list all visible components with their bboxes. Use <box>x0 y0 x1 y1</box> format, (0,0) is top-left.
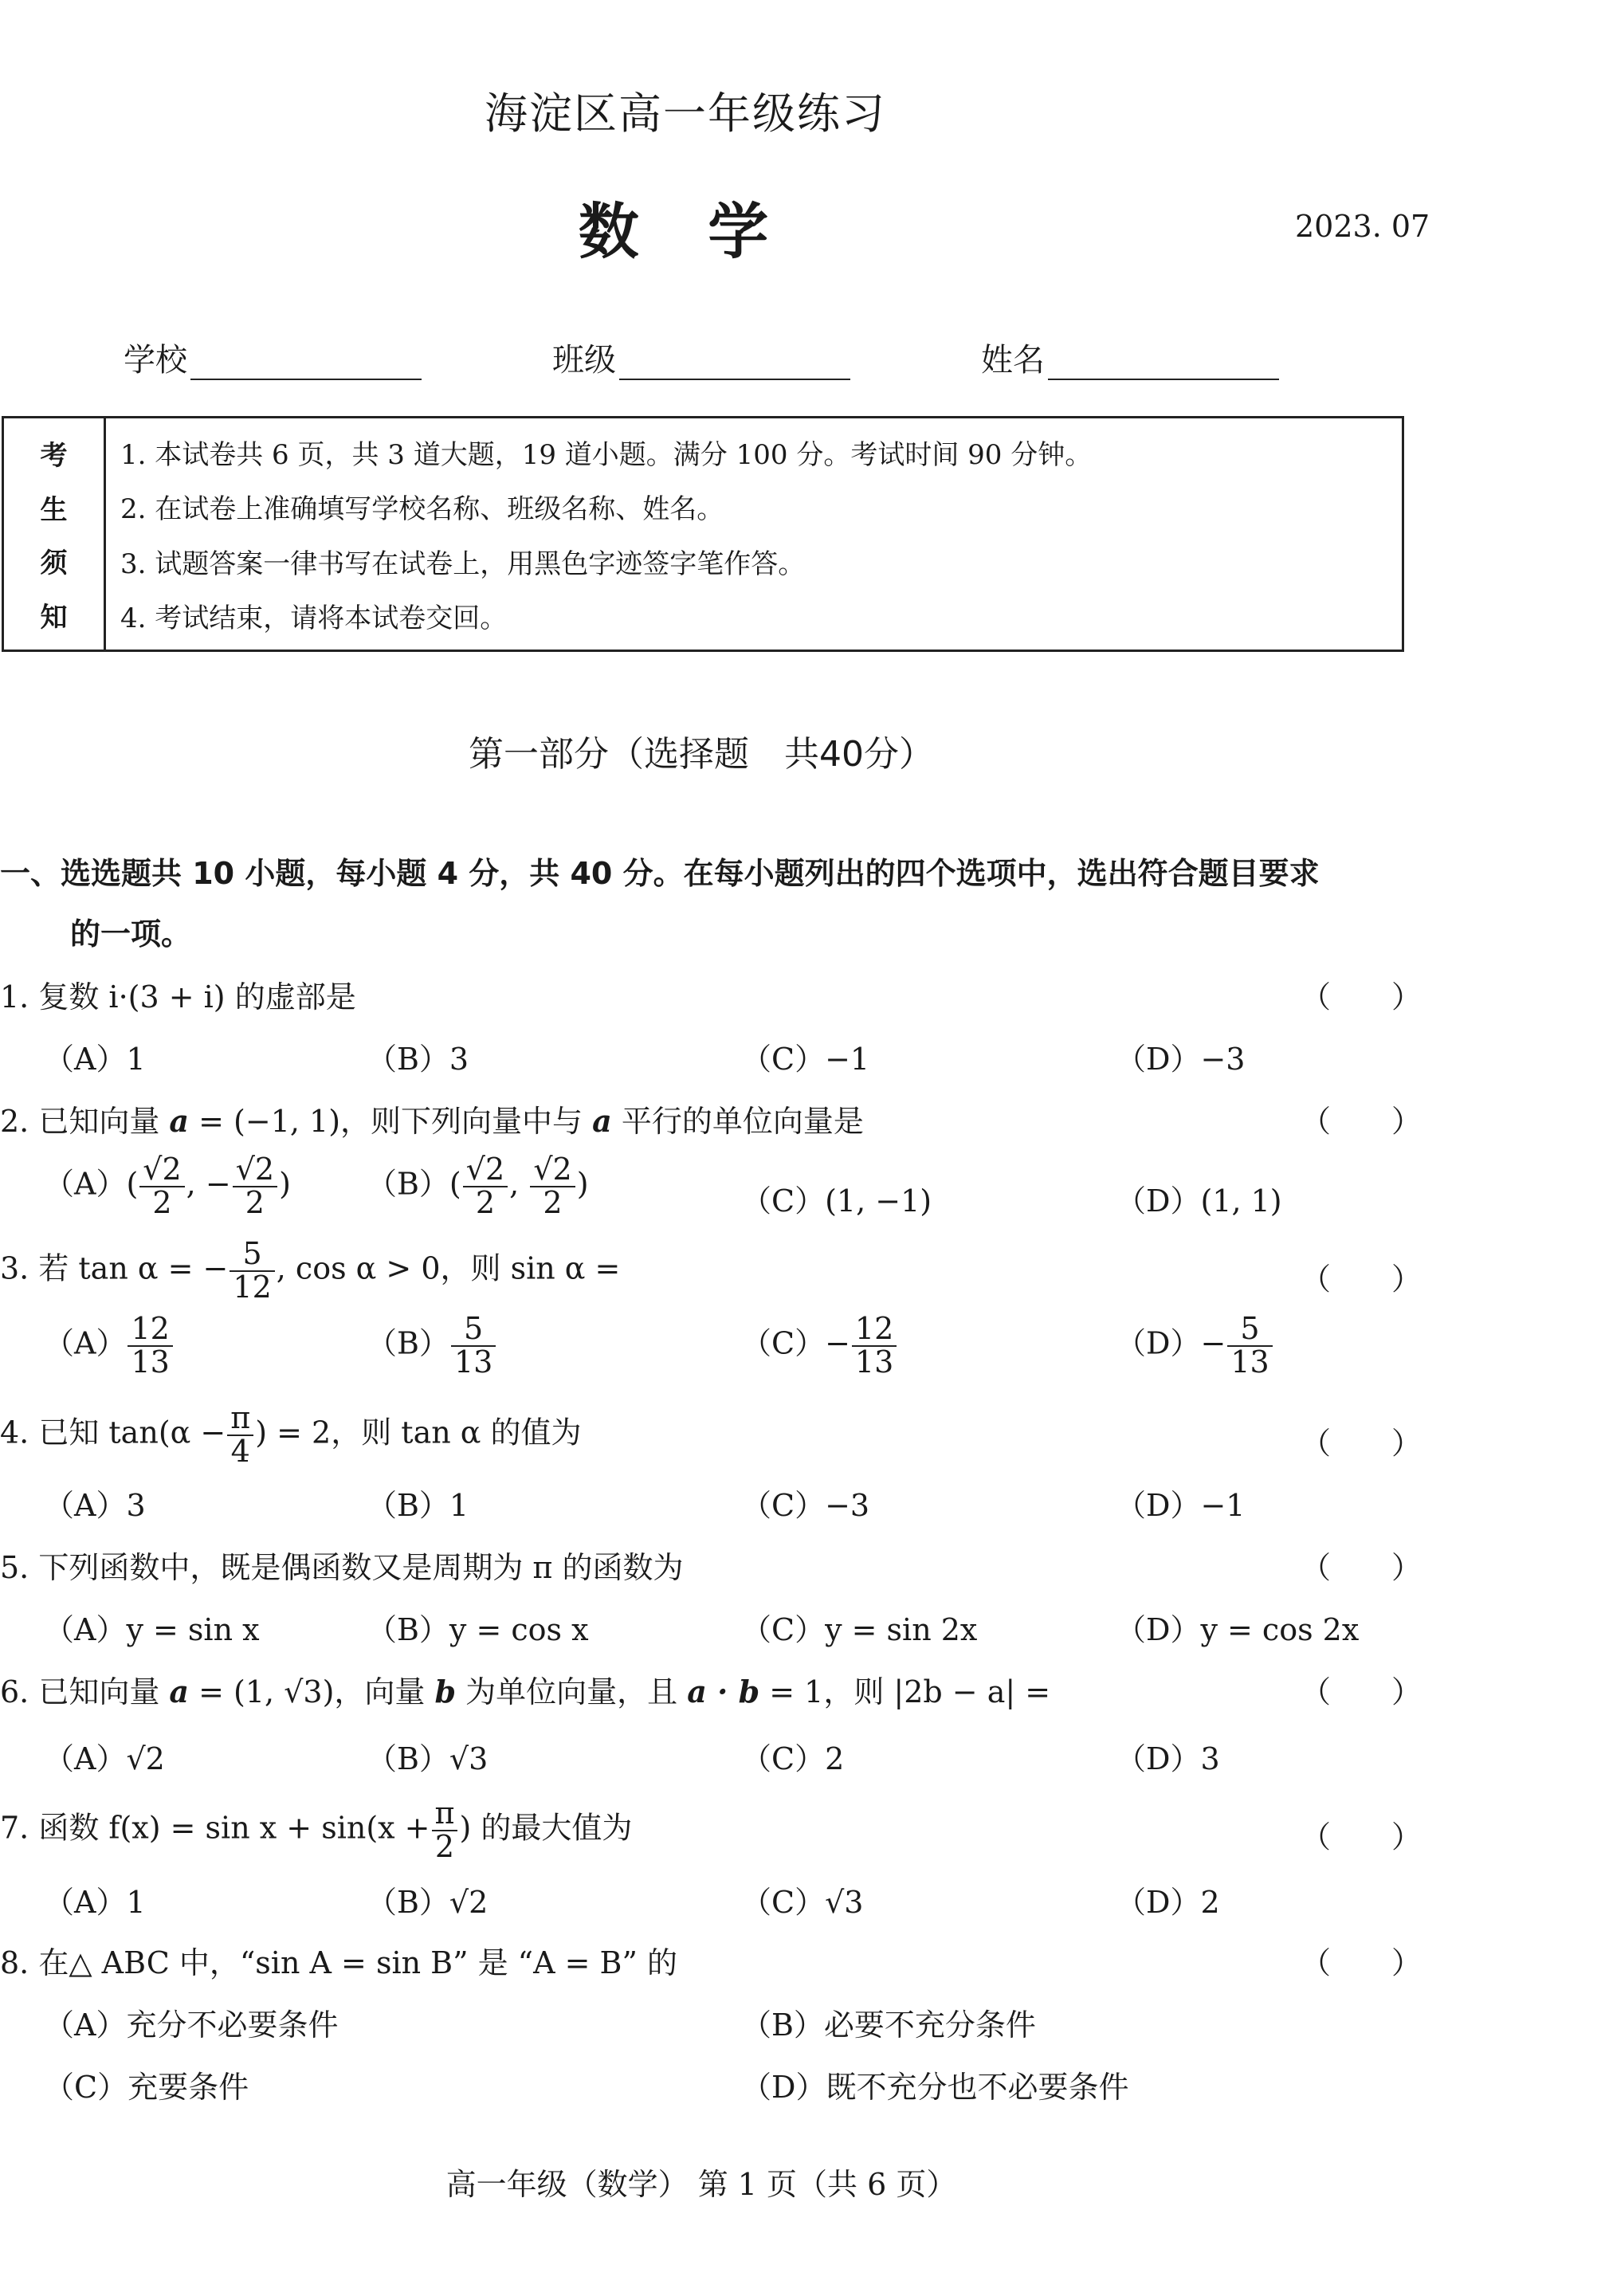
notice-label-char: 生 <box>40 493 68 526</box>
option-b[interactable]: （B）必要不充分条件 <box>741 2008 1036 2043</box>
denominator: 2 <box>245 1184 265 1220</box>
question-7 <box>0 1798 632 1863</box>
option-d[interactable]: （D）(1, 1) <box>1116 1183 1282 1219</box>
numerator: √2 <box>233 1154 277 1187</box>
fraction <box>227 1400 253 1469</box>
notice-items <box>106 418 1402 650</box>
notice-item: 3. 试题答案一律书写在试卷上，用黑色字迹签字笔作答。 <box>120 548 806 580</box>
option-label: （B） <box>367 1325 449 1361</box>
part-one-title: 第一部分（选择题 共40分） <box>469 734 934 775</box>
name-label: 姓名 <box>981 342 1045 379</box>
numerator: 12 <box>128 1313 172 1347</box>
option-c[interactable] <box>741 1313 898 1379</box>
option-c[interactable]: （C）−3 <box>741 1488 870 1523</box>
fraction <box>230 1238 274 1304</box>
answer-paren[interactable]: （ ） <box>1301 1104 1422 1139</box>
page-footer: 高一年级（数学） 第 1 页（共 6 页） <box>445 2167 957 2202</box>
exam-date: 2023. 07 <box>1295 209 1430 244</box>
option-label: （C）− <box>741 1325 850 1361</box>
comma: , <box>186 1166 206 1202</box>
vector-a: a <box>169 1674 190 1709</box>
option-a[interactable] <box>44 1154 291 1219</box>
option-c[interactable]: （C）充要条件 <box>44 2070 249 2105</box>
notice-label-char: 须 <box>40 548 68 580</box>
student-info-fields <box>124 335 1279 380</box>
notice-label <box>4 418 106 650</box>
option-a[interactable]: （A）√2 <box>44 1741 165 1776</box>
answer-paren[interactable]: （ ） <box>1301 1550 1422 1585</box>
class-label: 班级 <box>552 342 616 379</box>
subject-title: 数 学 <box>578 196 793 267</box>
stem-text: = 1，则 |2b − a| = <box>759 1674 1051 1709</box>
school-blank[interactable] <box>190 347 422 380</box>
dot-product: a · b <box>687 1674 760 1709</box>
fraction <box>432 1798 458 1863</box>
option-d[interactable]: （D）y = cos 2x <box>1116 1612 1360 1647</box>
stem-text: = (1, √3)，向量 <box>189 1674 435 1709</box>
stem-text: 4. 已知 tan(α − <box>0 1415 226 1450</box>
option-c[interactable]: （C）y = sin 2x <box>741 1612 978 1647</box>
notice-label-char: 考 <box>40 440 68 473</box>
notice-item: 4. 考试结束，请将本试卷交回。 <box>120 602 508 635</box>
option-label: （D）− <box>1116 1325 1226 1361</box>
answer-paren[interactable]: （ ） <box>1301 1945 1422 1980</box>
answer-paren[interactable]: （ ） <box>1301 1426 1422 1461</box>
vector-a: a <box>592 1103 612 1139</box>
option-label: （B）( <box>367 1166 461 1202</box>
option-c[interactable]: （C）√3 <box>741 1885 864 1920</box>
denominator: 13 <box>131 1344 170 1380</box>
denominator: 13 <box>854 1344 894 1380</box>
answer-paren[interactable]: （ ） <box>1301 1262 1422 1297</box>
denominator: 12 <box>233 1269 272 1305</box>
stem-text: = (−1, 1)，则下列向量中与 <box>189 1104 593 1139</box>
option-b[interactable]: （B）3 <box>367 1042 469 1077</box>
class-field[interactable] <box>552 335 850 380</box>
vector-a: a <box>169 1103 190 1139</box>
fraction <box>1227 1313 1272 1379</box>
vector-b: b <box>434 1674 457 1709</box>
question-1: 1. 复数 i·(3 + i) 的虚部是 <box>0 979 356 1015</box>
stem-text: 2. 已知向量 <box>0 1104 170 1139</box>
stem-text: 平行的单位向量是 <box>611 1104 864 1139</box>
answer-paren[interactable]: （ ） <box>1301 1674 1422 1709</box>
option-d[interactable] <box>1116 1313 1274 1379</box>
school-label: 学校 <box>124 342 187 379</box>
option-a[interactable]: （A）1 <box>44 1885 146 1920</box>
numerator: 5 <box>451 1313 496 1347</box>
name-blank[interactable] <box>1048 347 1279 380</box>
option-b[interactable]: （B）√3 <box>367 1741 489 1776</box>
comma: , <box>509 1166 529 1202</box>
stem-text: 7. 函数 f(x) = sin x + sin(x + <box>0 1810 430 1846</box>
option-label: （A） <box>44 1325 127 1361</box>
fraction <box>852 1313 897 1379</box>
denominator: 2 <box>543 1184 563 1220</box>
denominator: 13 <box>453 1344 493 1380</box>
section-line: 的一项。 <box>70 916 192 952</box>
option-c[interactable]: （C）−1 <box>741 1042 870 1077</box>
option-d[interactable]: （D）既不充分也不必要条件 <box>741 2070 1129 2105</box>
denominator: 2 <box>434 1828 455 1864</box>
notice-item: 2. 在试卷上准确填写学校名称、班级名称、姓名。 <box>120 493 724 526</box>
stem-text: 6. 已知向量 <box>0 1674 170 1709</box>
stem-text: 3. 若 tan α = − <box>0 1250 229 1286</box>
fraction <box>451 1313 496 1379</box>
numerator: π <box>432 1798 458 1831</box>
close-paren: ) <box>279 1166 291 1202</box>
answer-paren[interactable]: （ ） <box>1301 1819 1422 1854</box>
denominator: 4 <box>230 1433 250 1469</box>
denominator: 2 <box>475 1184 496 1220</box>
class-blank[interactable] <box>619 347 850 380</box>
option-a[interactable]: （A）3 <box>44 1488 146 1523</box>
numerator: 5 <box>230 1238 274 1272</box>
exam-notice-box <box>2 416 1404 652</box>
stem-text: ) 的最大值为 <box>459 1810 633 1846</box>
fraction <box>128 1313 172 1379</box>
stem-text: , cos α > 0，则 sin α = <box>276 1250 621 1286</box>
stem-text: ) = 2，则 tan α 的值为 <box>255 1415 582 1450</box>
denominator: 2 <box>152 1184 172 1220</box>
option-a[interactable]: （A）y = sin x <box>44 1612 260 1647</box>
option-c[interactable]: （C）(1, −1) <box>741 1183 932 1219</box>
numerator: π <box>227 1403 253 1436</box>
notice-label-char: 知 <box>40 601 68 634</box>
option-d[interactable]: （D）2 <box>1116 1885 1220 1920</box>
numerator: √2 <box>139 1154 184 1187</box>
option-b[interactable]: （B）y = cos x <box>367 1612 589 1647</box>
numerator: 12 <box>852 1313 897 1347</box>
denominator: 13 <box>1230 1344 1269 1380</box>
question-5: 5. 下列函数中，既是偶函数又是周期为 π 的函数为 <box>0 1550 684 1585</box>
numerator: 5 <box>1227 1313 1272 1347</box>
fraction <box>139 1154 184 1219</box>
option-d[interactable]: （D）−3 <box>1116 1042 1246 1077</box>
close-paren: ) <box>576 1166 589 1202</box>
question-8: 8. 在△ ABC 中，“sin A = sin B” 是 “A = B” 的 <box>0 1945 677 1980</box>
numerator: √2 <box>463 1154 508 1187</box>
option-a[interactable]: （A）充分不必要条件 <box>44 2008 339 2043</box>
minus: − <box>205 1166 231 1202</box>
fraction <box>530 1154 575 1219</box>
name-field[interactable] <box>981 335 1279 380</box>
section-one-instructions <box>0 843 1411 964</box>
question-6 <box>0 1667 1050 1711</box>
numerator: √2 <box>530 1154 575 1187</box>
option-b[interactable] <box>367 1313 497 1379</box>
option-a[interactable] <box>44 1313 175 1379</box>
option-c[interactable]: （C）2 <box>741 1741 845 1776</box>
notice-item: 1. 本试卷共 6 页，共 3 道大题，19 道小题。满分 100 分。考试时间 90 分钟。 <box>120 438 1093 471</box>
option-d[interactable]: （D）3 <box>1116 1741 1220 1776</box>
option-label: （A）( <box>44 1166 139 1202</box>
question-3 <box>0 1238 620 1304</box>
option-b[interactable]: （B）√2 <box>367 1885 489 1920</box>
section-line: 一、选选题共 10 小题，每小题 4 分，共 40 分。在每小题列出的四个选项中，选出符合题目要求 <box>0 856 1320 891</box>
question-4 <box>0 1400 582 1469</box>
answer-paren[interactable]: （ ） <box>1301 979 1422 1015</box>
fraction <box>463 1154 508 1219</box>
stem-text: 为单位向量，且 <box>456 1674 688 1709</box>
option-d[interactable]: （D）−1 <box>1116 1488 1246 1523</box>
option-b[interactable]: （B）1 <box>367 1488 469 1523</box>
option-a[interactable]: （A）1 <box>44 1042 146 1077</box>
option-b[interactable] <box>367 1154 589 1219</box>
exam-title: 海淀区高一年级练习 <box>485 88 886 139</box>
fraction <box>233 1154 277 1219</box>
school-field[interactable] <box>124 335 422 380</box>
question-2 <box>0 1097 864 1140</box>
